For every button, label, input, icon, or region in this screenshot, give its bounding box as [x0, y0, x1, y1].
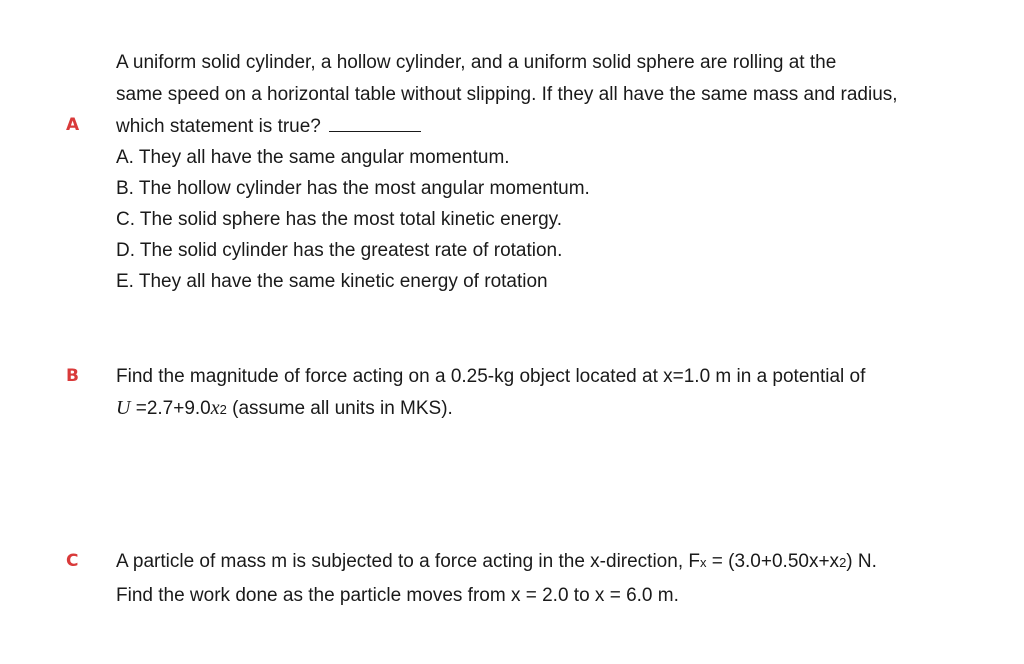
option-b: B. The hollow cylinder has the most angular momentum.: [116, 178, 590, 199]
question-label-c: C: [66, 551, 79, 571]
variable-x: x: [210, 397, 220, 419]
potential-expr-b: (assume all units in MKS).: [226, 398, 453, 419]
option-a: A. They all have the same angular momentum.: [116, 147, 510, 168]
question-c-text-b: = (3.0+0.50x+x: [706, 551, 840, 572]
answer-blank: [329, 115, 421, 132]
question-b-line-2: [116, 397, 453, 421]
question-c-text-c: ) N.: [846, 551, 877, 572]
question-label-b: B: [66, 366, 79, 386]
question-a-line-1: A uniform solid cylinder, a hollow cylinder, and a uniform solid sphere are rolling at the: [116, 52, 837, 73]
question-label-a: A: [66, 115, 80, 135]
force-subscript: x: [699, 555, 707, 570]
exponent: 2: [839, 555, 847, 570]
potential-symbol: U: [116, 397, 131, 419]
option-d: D. The solid cylinder has the greatest rate of rotation.: [116, 240, 563, 261]
question-b-line-1: Find the magnitude of force acting on a 0.25-kg object located at x=1.0 m in a potential of: [116, 366, 866, 387]
question-c-text-a: A particle of mass m is subjected to a force acting in the x-direction, F: [116, 551, 700, 572]
question-a-stem-end: which statement is true?: [116, 116, 321, 137]
potential-expr-a: =2.7+9.0: [130, 398, 211, 419]
exponent: 2: [219, 402, 227, 417]
question-c-line-1: [116, 551, 877, 574]
question-c-line-2: Find the work done as the particle moves from x = 2.0 to x = 6.0 m.: [116, 585, 679, 606]
question-a-line-2: same speed on a horizontal table without slipping. If they all have the same mass and radius,: [116, 84, 898, 105]
option-e: E. They all have the same kinetic energy of rotation: [116, 271, 548, 292]
option-c: C. The solid sphere has the most total kinetic energy.: [116, 209, 563, 230]
question-a-line-3: [116, 115, 421, 138]
